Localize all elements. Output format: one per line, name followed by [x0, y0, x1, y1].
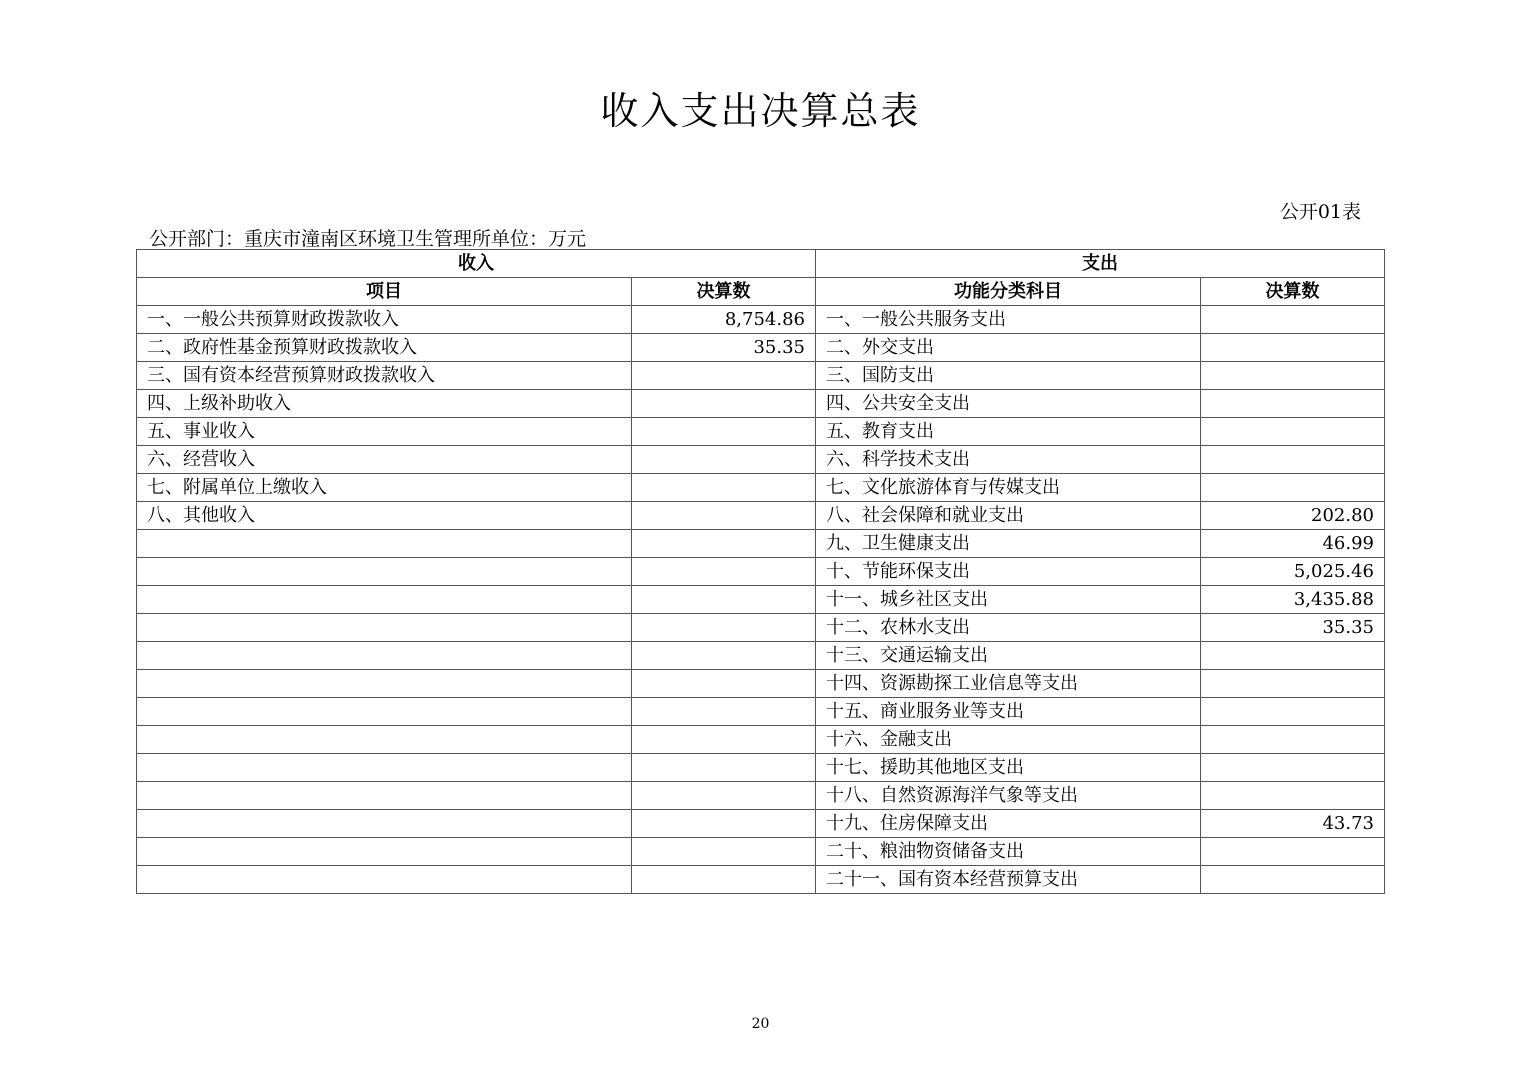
expense-item-cell: 六、科学技术支出	[816, 446, 1201, 474]
expense-item-cell: 五、教育支出	[816, 418, 1201, 446]
table-row	[137, 390, 1385, 418]
expense-item-cell: 十四、资源勘探工业信息等支出	[816, 670, 1201, 698]
income-amount-cell	[632, 362, 816, 390]
expense-item-cell: 九、卫生健康支出	[816, 530, 1201, 558]
form-code: 公开01表	[1279, 201, 1361, 223]
income-item-cell	[137, 698, 632, 726]
income-amount-cell	[632, 810, 816, 838]
income-amount-cell: 35.35	[632, 334, 816, 362]
table-row	[137, 642, 1385, 670]
expense-item-header: 功能分类科目	[816, 278, 1201, 306]
expense-item-cell: 二、外交支出	[816, 334, 1201, 362]
table-row	[137, 810, 1385, 838]
income-item-cell	[137, 586, 632, 614]
expense-amount-cell	[1201, 306, 1385, 334]
expense-item-cell: 十二、农林水支出	[816, 614, 1201, 642]
income-item-cell	[137, 530, 632, 558]
expense-amount-cell: 35.35	[1201, 614, 1385, 642]
income-item-cell: 七、附属单位上缴收入	[137, 474, 632, 502]
income-amount-cell	[632, 698, 816, 726]
expense-amount-cell	[1201, 782, 1385, 810]
expense-amount-cell	[1201, 390, 1385, 418]
expense-item-cell: 十五、商业服务业等支出	[816, 698, 1201, 726]
income-item-cell	[137, 614, 632, 642]
page-title: 收入支出决算总表	[600, 89, 921, 133]
income-amount-cell: 8,754.86	[632, 306, 816, 334]
expense-amount-cell	[1201, 838, 1385, 866]
table-row	[137, 586, 1385, 614]
expense-amount-cell	[1201, 866, 1385, 894]
expense-amount-cell	[1201, 362, 1385, 390]
income-item-cell	[137, 670, 632, 698]
expense-section-header: 支出	[816, 250, 1385, 278]
expense-item-cell: 十一、城乡社区支出	[816, 586, 1201, 614]
expense-amount-cell	[1201, 754, 1385, 782]
income-item-cell	[137, 642, 632, 670]
income-section-header: 收入	[137, 250, 816, 278]
income-amount-cell	[632, 418, 816, 446]
section-header-row	[137, 250, 1385, 278]
table-row	[137, 782, 1385, 810]
page-number: 20	[751, 1016, 770, 1032]
income-item-cell: 五、事业收入	[137, 418, 632, 446]
expense-amount-cell	[1201, 698, 1385, 726]
income-amount-cell	[632, 866, 816, 894]
expense-amount-cell: 3,435.88	[1201, 586, 1385, 614]
table-row	[137, 474, 1385, 502]
income-amount-cell	[632, 670, 816, 698]
table-row	[137, 838, 1385, 866]
income-item-cell: 二、政府性基金预算财政拨款收入	[137, 334, 632, 362]
income-amount-cell	[632, 614, 816, 642]
table-row	[137, 614, 1385, 642]
income-item-cell: 六、经营收入	[137, 446, 632, 474]
expense-item-cell: 三、国防支出	[816, 362, 1201, 390]
expense-amount-cell: 5,025.46	[1201, 558, 1385, 586]
income-amount-cell	[632, 642, 816, 670]
expense-amount-cell: 43.73	[1201, 810, 1385, 838]
income-item-cell: 三、国有资本经营预算财政拨款收入	[137, 362, 632, 390]
table-row	[137, 698, 1385, 726]
expense-item-cell: 十、节能环保支出	[816, 558, 1201, 586]
table-row	[137, 446, 1385, 474]
income-amount-cell	[632, 726, 816, 754]
table-row	[137, 334, 1385, 362]
income-amount-cell	[632, 474, 816, 502]
expense-amount-cell	[1201, 474, 1385, 502]
expense-amount-cell: 202.80	[1201, 502, 1385, 530]
table-row	[137, 502, 1385, 530]
income-item-cell	[137, 726, 632, 754]
expense-item-cell: 十六、金融支出	[816, 726, 1201, 754]
income-amount-cell	[632, 390, 816, 418]
expense-item-cell: 十三、交通运输支出	[816, 642, 1201, 670]
table-row	[137, 418, 1385, 446]
income-amount-header: 决算数	[632, 278, 816, 306]
column-header-row	[137, 278, 1385, 306]
expense-amount-cell	[1201, 334, 1385, 362]
table-body	[137, 306, 1385, 894]
table-row	[137, 866, 1385, 894]
income-item-cell	[137, 558, 632, 586]
expense-item-cell: 八、社会保障和就业支出	[816, 502, 1201, 530]
income-item-cell: 四、上级补助收入	[137, 390, 632, 418]
income-amount-cell	[632, 502, 816, 530]
income-item-cell	[137, 866, 632, 894]
income-item-cell	[137, 810, 632, 838]
income-amount-cell	[632, 558, 816, 586]
table-row	[137, 558, 1385, 586]
income-item-cell	[137, 754, 632, 782]
income-item-cell	[137, 838, 632, 866]
expense-amount-cell	[1201, 642, 1385, 670]
expense-amount-cell	[1201, 726, 1385, 754]
income-amount-cell	[632, 838, 816, 866]
income-amount-cell	[632, 782, 816, 810]
table-row	[137, 530, 1385, 558]
expense-item-cell: 十七、援助其他地区支出	[816, 754, 1201, 782]
expense-item-cell: 十九、住房保障支出	[816, 810, 1201, 838]
income-amount-cell	[632, 446, 816, 474]
expense-amount-cell	[1201, 670, 1385, 698]
income-item-header: 项目	[137, 278, 632, 306]
income-amount-cell	[632, 754, 816, 782]
table-row	[137, 362, 1385, 390]
table-row	[137, 726, 1385, 754]
income-amount-cell	[632, 586, 816, 614]
expense-item-cell: 十八、自然资源海洋气象等支出	[816, 782, 1201, 810]
expense-item-cell: 一、一般公共服务支出	[816, 306, 1201, 334]
table-row	[137, 754, 1385, 782]
income-item-cell	[137, 782, 632, 810]
expense-amount-cell	[1201, 446, 1385, 474]
income-item-cell: 八、其他收入	[137, 502, 632, 530]
income-item-cell: 一、一般公共预算财政拨款收入	[137, 306, 632, 334]
department-line: 公开部门：重庆市潼南区环境卫生管理所单位：万元	[149, 228, 587, 250]
table-row	[137, 670, 1385, 698]
table-row	[137, 306, 1385, 334]
expense-amount-cell	[1201, 418, 1385, 446]
income-amount-cell	[632, 530, 816, 558]
expense-item-cell: 七、文化旅游体育与传媒支出	[816, 474, 1201, 502]
income-expense-table	[136, 249, 1385, 894]
expense-amount-cell: 46.99	[1201, 530, 1385, 558]
expense-amount-header: 决算数	[1201, 278, 1385, 306]
expense-item-cell: 四、公共安全支出	[816, 390, 1201, 418]
expense-item-cell: 二十一、国有资本经营预算支出	[816, 866, 1201, 894]
expense-item-cell: 二十、粮油物资储备支出	[816, 838, 1201, 866]
